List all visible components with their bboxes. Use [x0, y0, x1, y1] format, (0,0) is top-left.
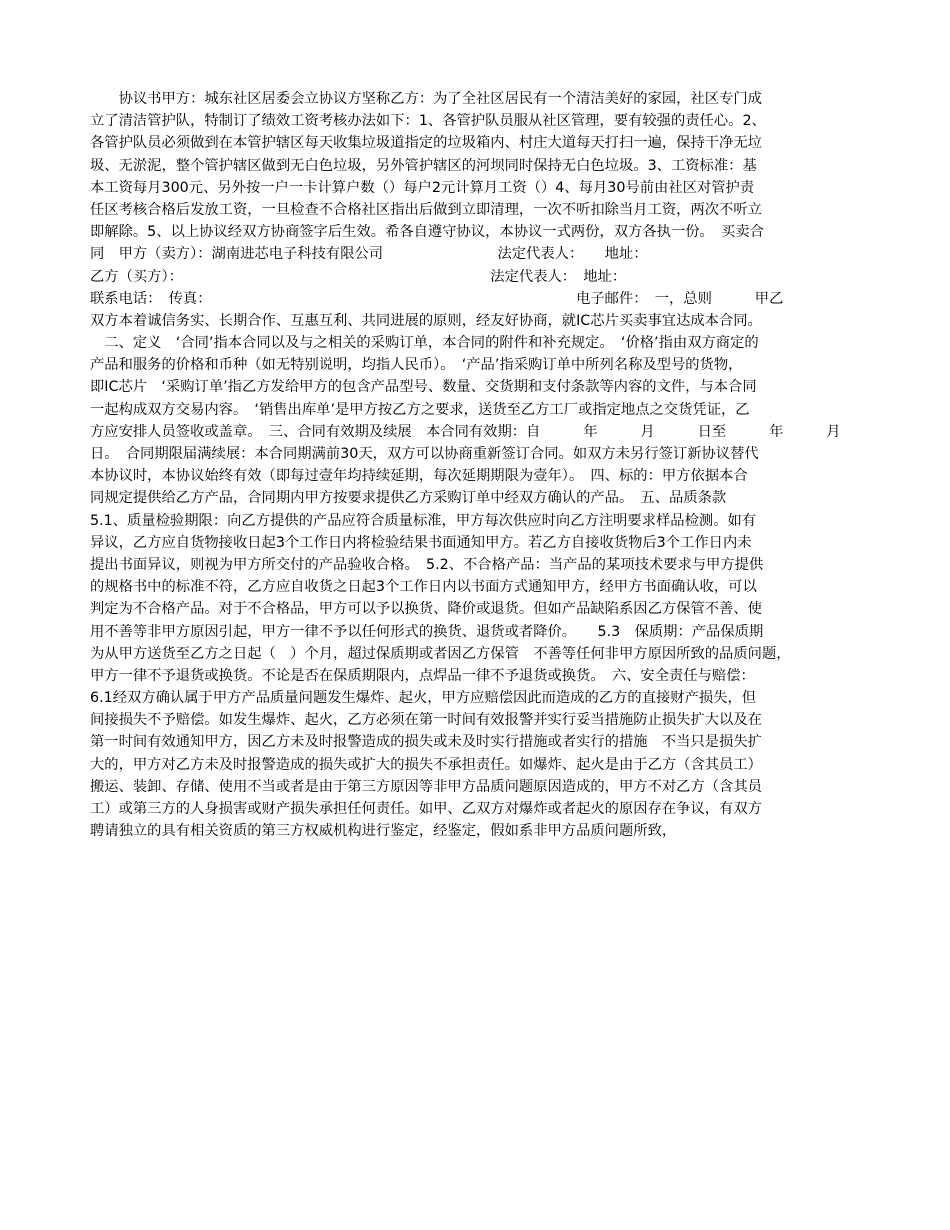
text-line: 用不善等非甲方原因引起，甲方一律不予以任何形式的换货、退货或者降价。 5.3 保质期：产品保质期 — [90, 623, 764, 640]
text-line: 第一时间有效通知甲方，因乙方未及时报警造成的损失或未及时实行措施或者实行的措施 不当只是损失扩 — [90, 734, 762, 751]
text-line: 联系电话： 传真： 电子邮件： 一，总则 甲乙 — [90, 290, 784, 307]
text-line: 日。 合同期限届满续展：本合同期满前30天，双方可以协商重新签订合同。如双方未另行签订新协议替代 — [90, 446, 759, 462]
text-line: 间接损失不予赔偿。如发生爆炸、起火，乙方必须在第一时间有效报警并实行妥当措施防止损失扩大以及在 — [90, 712, 762, 729]
text-line: 方应安排人员签收或盖章。 三、合同有效期及续展 本合同有效期：自 年 月 日至 年 月 — [90, 423, 841, 440]
text-line: 甲方一律不予退货或换货。不论是否在保质期限内，点焊品一律不予退货或换货。 六、安全责任与赔偿： — [90, 667, 755, 684]
text-line: 为从甲方送货至乙方之日起（ ）个月，超过保质期或者因乙方保管 不善等任何非甲方原因所致的品质问题， — [90, 645, 791, 662]
text-line: 判定为不合格产品。对于不合格品，甲方可以予以换货、降价或退货。但如产品缺陷系因乙方保管不善、使 — [90, 601, 762, 618]
text-line: 异议，乙方应自货物接收日起3个工作日内将检验结果书面通知甲方。若乙方自接收货物后3个工作日内未 — [90, 534, 752, 551]
text-line: 二、定义 ‘合同’指本合同以及与之相关的采购订单，本合同的附件和补充规定。 ‘价格’指由双方商定的 — [90, 335, 759, 352]
document-page — [90, 88, 868, 842]
text-line: 同 甲方（卖方）：湖南进芯电子科技有限公司 法定代表人： 地址： — [90, 246, 648, 263]
text-line: 产品和服务的价格和币种（如无特别说明，均指人民币）。 ‘产品’指采购订单中所列名称及型号的货物， — [90, 357, 743, 374]
text-line: 任区考核合格后发放工资，一旦检查不合格社区指出后做到立即清理，一次不听扣除当月工资，两次不听立 — [90, 201, 762, 218]
text-line: 乙方（买方）： 法定代表人： 地址： — [90, 268, 627, 285]
text-line: 搬运、装卸、存储、使用不当或者是由于第三方原因等非甲方品质问题原因造成的，甲方不对乙方（含其员 — [90, 778, 762, 795]
text-line: 本工资每月300元、另外按一户一卡计算户数（）每户2元计算月工资（）4、每月30号前由社区对管护责 — [90, 179, 755, 196]
text-line: 各管护队员必须做到在本管护辖区每天收集垃圾道指定的垃圾箱内、村庄大道每天打扫一遍，保持干净无垃 — [90, 135, 762, 152]
text-line: 一起构成双方交易内容。 ‘销售出库单’是甲方按乙方之要求，送货至乙方工厂或指定地点之交货凭证，乙 — [90, 401, 750, 418]
text-line: 即IC芯片 ‘采购订单’指乙方发给甲方的包含产品型号、数量、交货期和支付条款等内容的文件，与本合同 — [90, 379, 757, 396]
text-line: 即解除。5、以上协议经双方协商签字后生效。希各自遵守协议，本协议一式两份，双方各执一份。 买卖合 — [90, 224, 764, 241]
text-line: 双方本着诚信务实、长期合作、互惠互利、共同进展的原则，经友好协商，就IC芯片买卖事宜达成本合同。 — [90, 312, 762, 329]
text-line: 本协议时，本协议始终有效（即每过壹年均持续延期，每次延期期限为壹年）。 四、标的：甲方依据本合 — [90, 468, 748, 485]
text-line: 聘请独立的具有相关资质的第三方权威机构进行鉴定，经鉴定，假如系非甲方品质问题所致， — [90, 823, 677, 840]
text-line: 圾、无淤泥，整个管护辖区做到无白色垃圾，另外管护辖区的河坝同时保持无白色垃圾。3、工资标准：基 — [90, 157, 757, 174]
text-line: 协议书甲方：城东社区居委会立协议方坚称乙方：为了全社区居民有一个清洁美好的家园，社区专门成 — [90, 91, 762, 107]
text-line: 工）或第三方的人身损害或财产损失承担任何责任。如甲、乙双方对爆炸或者起火的原因存在争议，有双方 — [90, 801, 762, 817]
text-line: 5.1、质量检验期限：向乙方提供的产品应符合质量标准，甲方每次供应时向乙方注明要求样品检测。如有 — [90, 512, 757, 529]
text-line: 立了清洁管护队，特制订了绩效工资考核办法如下：1、各管护队员服从社区管理，要有较强的责任心。2、 — [90, 113, 766, 130]
text-line: 6.1经双方确认属于甲方产品质量问题发生爆炸、起火，甲方应赔偿因此而造成的乙方的直接财产损失，但 — [90, 690, 757, 707]
text-line: 提出书面异议，则视为甲方所交付的产品验收合格。 5.2、不合格产品：当产品的某项技术要求与甲方提供 — [90, 556, 764, 573]
text-line: 大的，甲方对乙方未及时报警造成的损失或扩大的损失不承担责任。如爆炸、起火是由于乙方（含其员工） — [90, 756, 762, 773]
text-line: 同规定提供给乙方产品，合同期内甲方按要求提供乙方采购订单中经双方确认的产品。 五、品质条款 — [90, 490, 727, 507]
text-line: 的规格书中的标准不符，乙方应自收货之日起3个工作日内以书面方式通知甲方，经甲方书面确认收，可以 — [90, 579, 757, 596]
